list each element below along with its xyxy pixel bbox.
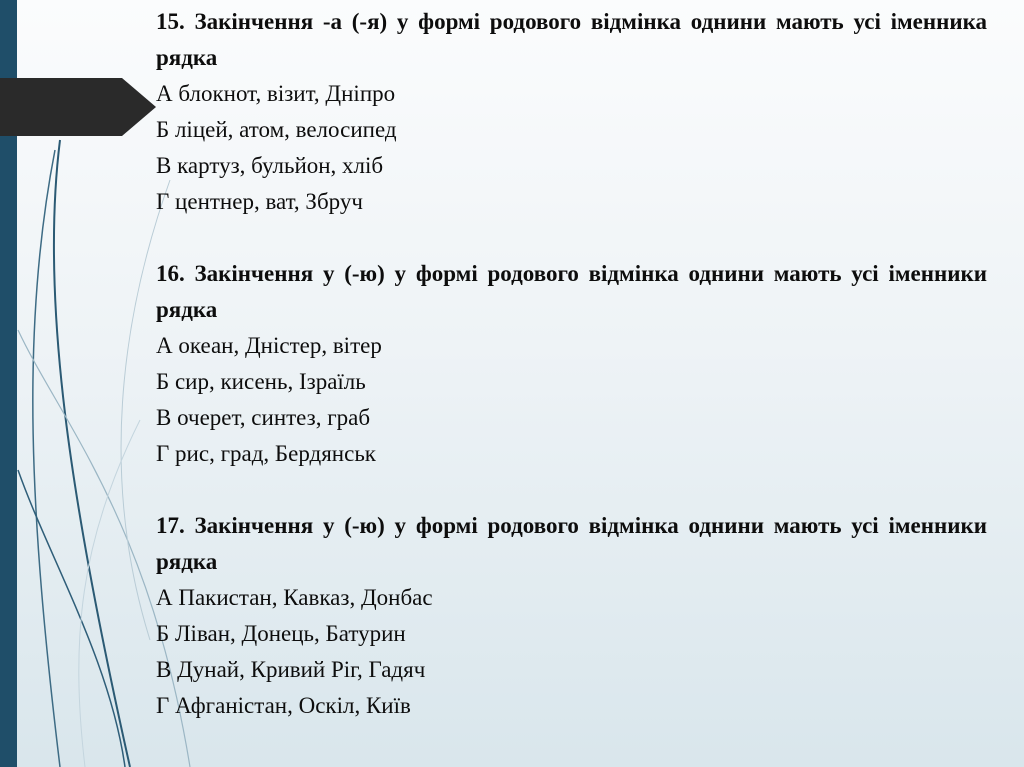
decor-curve-1 [54, 140, 130, 767]
question-17-option-c: В Дунай, Кривий Ріг, Гадяч [156, 657, 426, 682]
question-block-17 [156, 508, 987, 724]
decor-curve-4 [18, 470, 125, 767]
question-15-option-a: А блокнот, візит, Дніпро [156, 81, 396, 106]
question-17-option-d: Г Афганістан, Оскіл, Київ [156, 693, 411, 718]
question-15-option-b: Б ліцей, атом, велосипед [156, 117, 397, 142]
question-17-option-a: А Пакистан, Кавказ, Донбас [156, 585, 433, 610]
question-title-17: 17. Закінчення у (-ю) у формі родового відмінка однини мають усі іменники рядка [156, 513, 987, 574]
decor-curve-2 [33, 150, 60, 767]
question-16-option-b: Б сир, кисень, Ізраїль [156, 369, 366, 394]
question-list [156, 4, 987, 760]
decor-curve-6 [79, 420, 140, 767]
question-17-option-b: Б Ліван, Донець, Батурин [156, 621, 406, 646]
question-15-option-d: Г центнер, ват, Збруч [156, 189, 363, 214]
question-16-option-a: А океан, Дністер, вітер [156, 333, 382, 358]
question-15-option-c: В картуз, бульйон, хліб [156, 153, 384, 178]
question-block-15 [156, 4, 987, 220]
question-16-option-c: В очерет, синтез, граб [156, 405, 371, 430]
question-16-option-d: Г рис, град, Бердянськ [156, 441, 376, 466]
question-block-16 [156, 256, 987, 472]
question-title-15: 15. Закінчення -а (-я) у формі родового відмінка однини мають усі іменника рядка [156, 9, 987, 70]
question-title-16: 16. Закінчення у (-ю) у формі родового відмінка однини мають усі іменники рядка [156, 261, 987, 322]
